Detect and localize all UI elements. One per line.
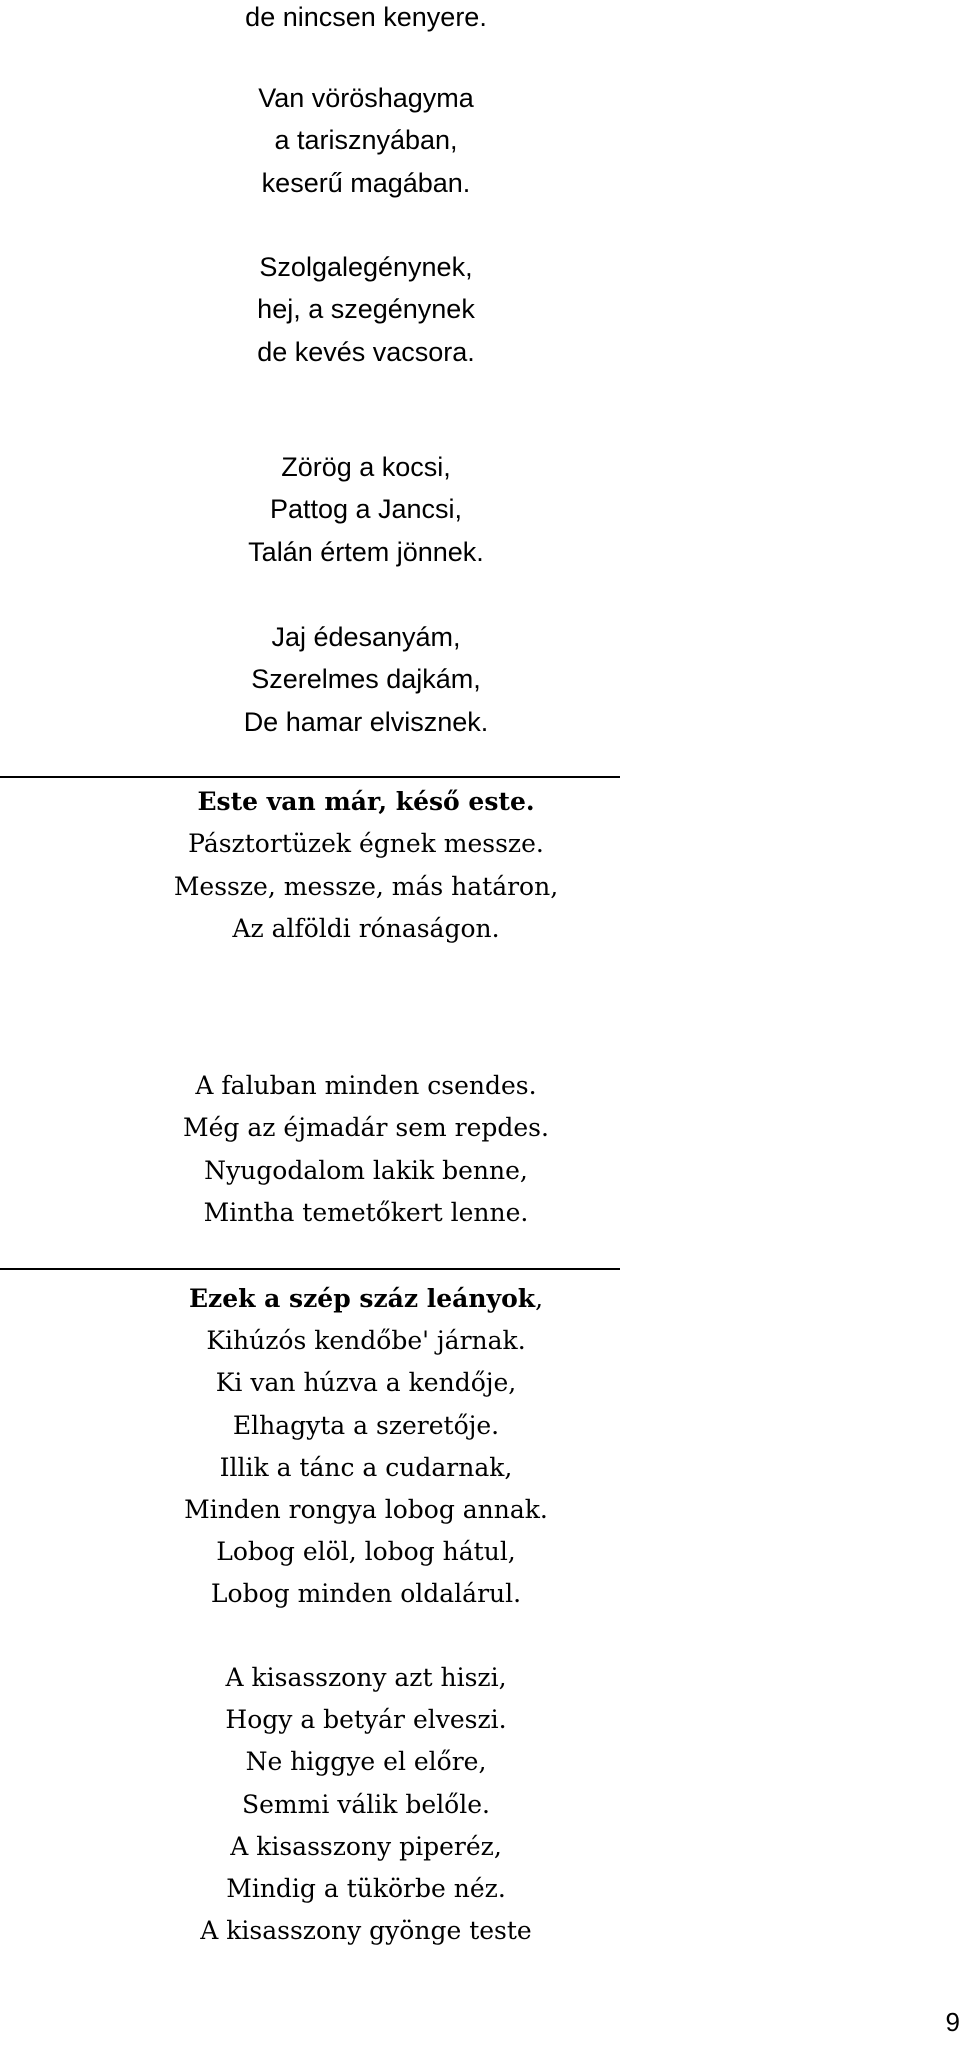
poem-line: Szerelmes dajkám, (251, 664, 481, 695)
poem-line: A kisasszony gyönge teste (200, 1916, 532, 1946)
poem-line: keserű magában. (261, 167, 471, 198)
stanza (110, 1657, 622, 1952)
poem-line: Pattog a Jancsi, (269, 494, 463, 525)
poem-title (110, 1278, 622, 1320)
stanza (110, 446, 622, 573)
poem-line: Talán értem jönnek. (248, 536, 484, 567)
poem-title: Este van már, késő este. (197, 787, 535, 816)
poem-line: De hamar elvisznek. (243, 706, 489, 737)
poem-line: Ki van húzva a kendője, (215, 1368, 517, 1398)
section-divider (0, 1268, 620, 1270)
stanza (110, 246, 622, 373)
poem-line: a tarisznyában, (274, 125, 458, 156)
poem-line: Illik a tánc a cudarnak, (219, 1452, 513, 1482)
stanza (110, 1065, 622, 1234)
section-divider (0, 776, 620, 778)
poem-part2 (110, 781, 622, 950)
poem-line: A kisasszony azt hiszi, (225, 1663, 507, 1692)
stanza (110, 616, 622, 743)
poem-line: Még az éjmadár sem repdes. (183, 1113, 549, 1143)
poem-line: Mintha temetőkert lenne. (203, 1197, 529, 1227)
page-number: 9 (945, 2007, 960, 2037)
poem-line: Nyugodalom lakik benne, (204, 1155, 528, 1185)
poem-line: Az alföldi rónaságon. (232, 913, 500, 943)
poem-line: Lobog minden oldalárul. (210, 1579, 522, 1609)
poem-line: Elhagyta a szeretője. (232, 1410, 500, 1440)
poem-part1 (110, 0, 622, 38)
stanza (110, 77, 622, 204)
poem-line: de nincsen kenyere. (245, 2, 487, 32)
poem-line: Hogy a betyár elveszi. (225, 1705, 507, 1735)
poem-line: Lobog elöl, lobog hátul, (216, 1537, 516, 1567)
poem-line: Messze, messze, más határon, (173, 871, 559, 901)
poem-line: Minden rongya lobog annak. (184, 1495, 548, 1525)
poem-line: Zörög a kocsi, (281, 452, 451, 482)
poem-line: de kevés vacsora. (257, 336, 475, 367)
poem-line: Van vöröshagyma (258, 83, 474, 113)
poem-line: hej, a szegénynek (257, 294, 475, 325)
poem-title-bold: Ezek a szép száz leányok (188, 1284, 536, 1313)
poem-line: A kisasszony piperéz, (230, 1831, 502, 1861)
poem-part3 (110, 1278, 622, 1616)
poem-line: Pásztortüzek égnek messze. (188, 829, 544, 859)
poem-line: Jaj édesanyám, (271, 622, 461, 652)
poem-line: Semmi válik belőle. (242, 1789, 490, 1819)
poem-line: Mindig a tükörbe néz. (226, 1874, 506, 1904)
poem-line: Szolgalegénynek, (259, 252, 473, 282)
poem-title-tail: , (535, 1284, 544, 1313)
poem-line: Ne higgye el előre, (245, 1747, 487, 1777)
poem-line: Kihúzós kendőbe' járnak. (206, 1326, 526, 1356)
poem-line: A faluban minden csendes. (195, 1071, 537, 1100)
